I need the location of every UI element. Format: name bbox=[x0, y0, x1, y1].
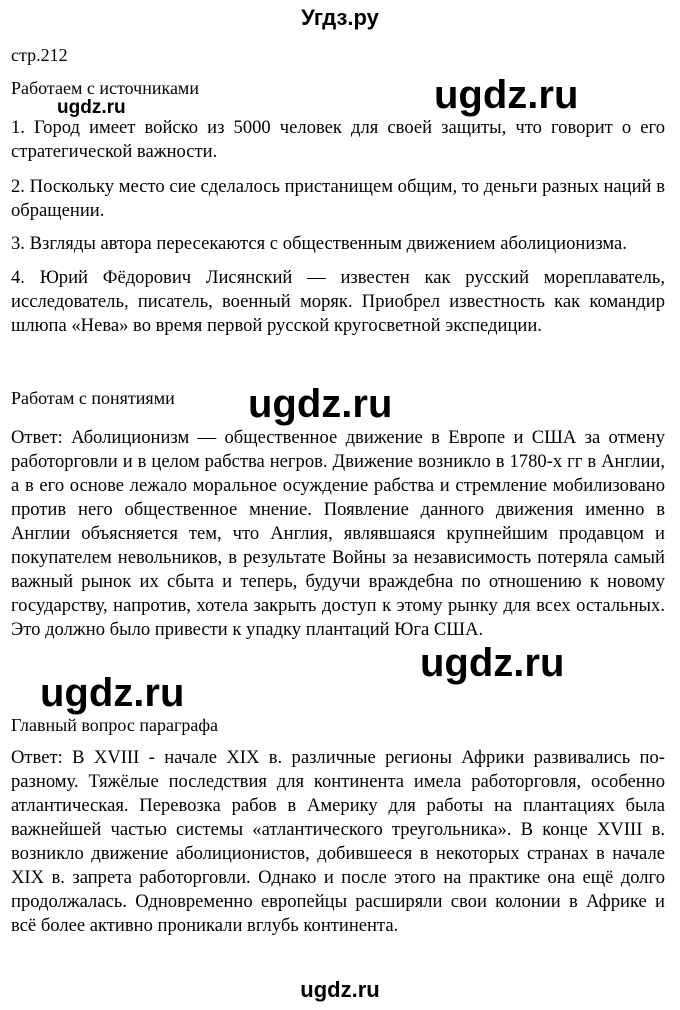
section-title-concepts: Работам с понятиями bbox=[11, 388, 175, 408]
sources-item-1: 1. Город имеет войско из 5000 человек для своей защиты, что говорит о его стратегической важности. bbox=[11, 117, 665, 162]
section-title-main-question: Главный вопрос параграфа bbox=[11, 715, 218, 735]
sources-item-2: 2. Поскольку место сие сделалось пристанищем общим, то деньги разных наций в обращении. bbox=[11, 176, 665, 221]
sources-item-3: 3. Взгляды автора пересекаются с общественным движением аболиционизма. bbox=[11, 233, 627, 254]
sources-item-4: 4. Юрий Фёдорович Лисянский — известен как русский мореплаватель, исследователь, писатель, военный моряк. Приобрел известность как командир шлюпа «Нева» во время первой русской кругосветной экспедиции. bbox=[11, 267, 665, 336]
watermark: ugdz.ru bbox=[434, 73, 579, 117]
page-reference: стр.212 bbox=[11, 45, 68, 65]
concepts-answer: Ответ: Аболиционизм — общественное движение в Европе и США за отмену работорговли и в целом рабства негров. Движение возникло в 1780-х гг в Англии, а в его основе лежало моральное осуждение рабства и стремление мобилизовано против него общественное мнение. Появление данного движения именно в Англии объясняется тем, что Англия, являвшаяся крупнейшим продавцом и покупателем невольников, в результате Войны за независимость потеряла самый важный рынок их сбыта и теперь, будучи враждебна по отношению к новому государству, напротив, хотела закрыть доступ к этому рынку для всех остальных. Это должно было привести к упадку плантаций Юга США. bbox=[11, 427, 665, 640]
watermark: ugdz.ru bbox=[40, 671, 185, 715]
watermark: ugdz.ru bbox=[57, 97, 126, 118]
footer-watermark: ugdz.ru bbox=[300, 977, 380, 1002]
site-title: Угдз.ру bbox=[301, 5, 379, 30]
section-title-sources: Работаем с источниками bbox=[11, 78, 199, 98]
watermark: ugdz.ru bbox=[420, 641, 565, 685]
main-question-answer: Ответ: В XVIII - начале XIX в. различные регионы Африки развивались по-разному. Тяжёлые последствия для континента имела работорговля, особенно атлантическая. Перевозка рабов в Америку для работы на плантациях была важнейшей частью системы «атлантического треугольника». В конце XVIII в. возникло движение аболиционистов, добившееся в некоторых странах в начале XIX в. запрета работорговли. Однако и после этого на практике она ещё долго продолжалась. Одновременно европейцы расширяли свои колонии в Африке и всё более активно проникали вглубь континента. bbox=[11, 747, 665, 936]
watermark: ugdz.ru bbox=[248, 382, 393, 426]
